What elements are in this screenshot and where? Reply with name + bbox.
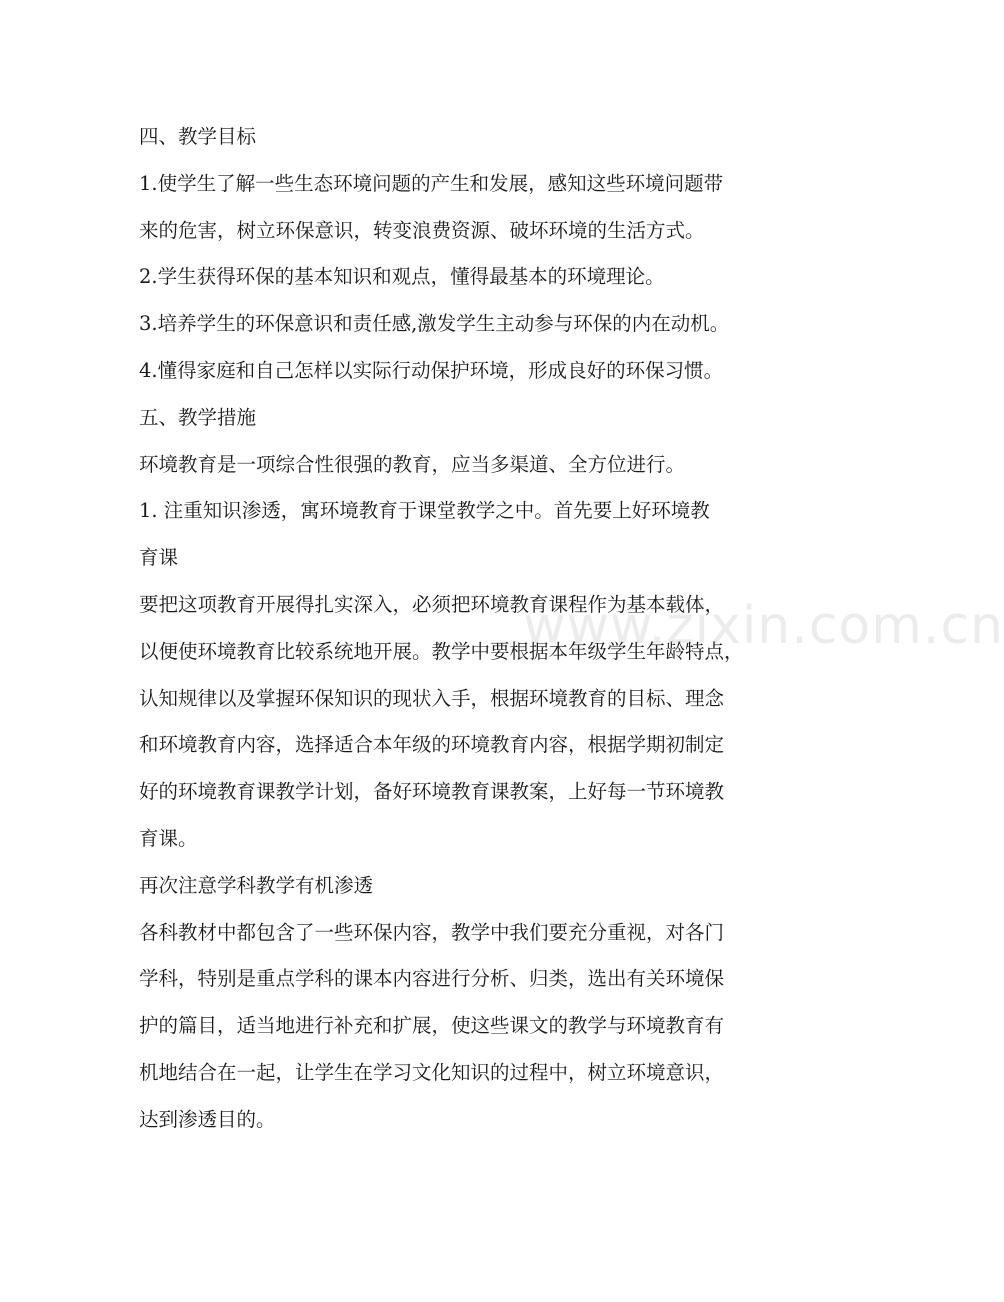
text-line: 各科教材中都包含了一些环保内容，教学中我们要充分重视，对各门 [139,920,725,944]
text-line: 以便使环境教育比较系统地开展。教学中要根据本年级学生年龄特点， [139,639,744,663]
text-line: 1. 注重知识渗透，寓环境教育于课堂教学之中。首先要上好环境教 [139,499,710,523]
text-line: 达到渗透目的。 [139,1107,276,1131]
document-body [139,114,799,1144]
text-line: 和环境教育内容，选择适合本年级的环境教育内容，根据学期初制定 [139,733,725,757]
text-line: 机地结合在一起，让学生在学习文化知识的过程中，树立环境意识， [139,1060,725,1084]
heading-teaching-goals: 四、教学目标 [139,125,257,148]
text-line: 学科，特别是重点学科的课本内容进行分析、归类，选出有关环境保 [139,967,725,991]
text-line: 环境教育是一项综合性很强的教育，应当多渠道、全方位进行。 [139,452,686,476]
text-line: 1.使学生了解一些生态环境问题的产生和发展，感知这些环境问题带 [139,171,724,195]
text-line: 好的环境教育课教学计划，备好环境教育课教案，上好每一节环境教 [139,780,725,804]
text-line: 要把这项教育开展得扎实深入，必须把环境教育课程作为基本载体， [139,592,725,616]
subheading-subject-integration: 再次注意学科教学有机渗透 [139,873,374,897]
text-line: 育课。 [139,826,198,850]
text-line: 认知规律以及掌握环保知识的现状入手，根据环境教育的目标、理念 [139,686,725,710]
text-line: 4.懂得家庭和自己怎样以实际行动保护环境，形成良好的环保习惯。 [139,358,724,382]
text-line: 护的篇目，适当地进行补充和扩展，使这些课文的教学与环境教育有 [139,1014,725,1038]
text-line: 来的危害，树立环保意识，转变浪费资源、破坏环境的生活方式。 [139,218,705,242]
heading-teaching-measures: 五、教学措施 [139,405,257,429]
text-line: 2.学生获得环保的基本知识和观点，懂得最基本的环境理论。 [139,265,665,289]
watermark: www.zixin.com.cn [523,596,1004,656]
text-line: 育课 [139,546,179,570]
text-line: 3.培养学生的环保意识和责任感,激发学生主动参与环保的内在动机。 [139,312,730,336]
